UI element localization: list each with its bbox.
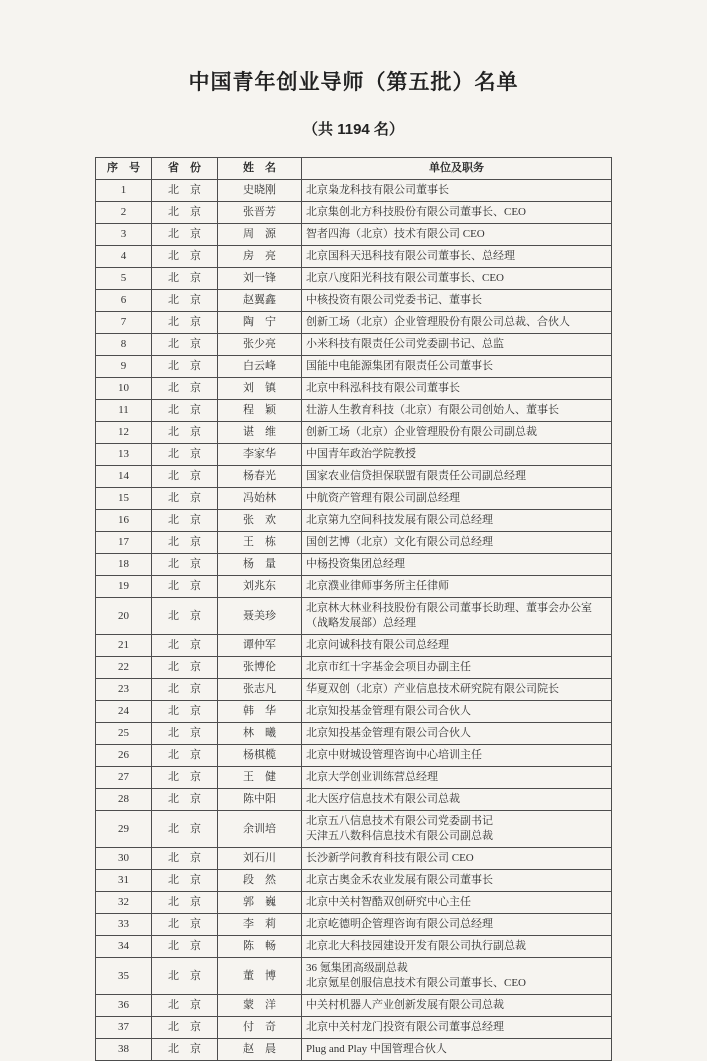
table-row	[96, 488, 612, 510]
org-position-cell	[302, 202, 612, 224]
org-position-cell	[302, 914, 612, 936]
mentor-roster-table	[95, 157, 612, 1061]
org-position-cell	[302, 1039, 612, 1061]
table-row	[96, 958, 612, 995]
name-cell: 刘石川	[218, 848, 302, 870]
table-row	[96, 246, 612, 268]
table-row	[96, 290, 612, 312]
org-position-cell	[302, 598, 612, 635]
province-cell: 北 京	[152, 811, 218, 848]
table-row	[96, 268, 612, 290]
province-cell: 北 京	[152, 576, 218, 598]
table-row	[96, 1017, 612, 1039]
name-cell: 刘 镇	[218, 378, 302, 400]
name-cell: 段 然	[218, 870, 302, 892]
org-position-line: 北京氪星创服信息技术有限公司董事长、CEO	[306, 977, 526, 989]
province-cell: 北 京	[152, 745, 218, 767]
org-position-line: 中关村机器人产业创新发展有限公司总裁	[306, 999, 504, 1011]
org-position-cell	[302, 334, 612, 356]
org-position-cell	[302, 554, 612, 576]
name-cell: 陈 畅	[218, 936, 302, 958]
row-number-cell: 18	[96, 554, 152, 576]
org-position-cell	[302, 224, 612, 246]
org-position-line: 北京知投基金管理有限公司合伙人	[306, 727, 471, 739]
name-cell: 郭 巍	[218, 892, 302, 914]
org-position-cell	[302, 892, 612, 914]
org-position-line: Plug and Play 中国管理合伙人	[306, 1043, 447, 1055]
table-row	[96, 679, 612, 701]
row-number-cell: 33	[96, 914, 152, 936]
org-position-line: 北京五八信息技术有限公司党委副书记	[306, 815, 493, 827]
name-cell: 谌 维	[218, 422, 302, 444]
name-cell: 张志凡	[218, 679, 302, 701]
name-cell: 李家华	[218, 444, 302, 466]
org-position-line: 北京问诚科技有限公司总经理	[306, 639, 449, 651]
table-row	[96, 701, 612, 723]
name-cell: 房 亮	[218, 246, 302, 268]
row-number-cell: 7	[96, 312, 152, 334]
row-number-cell: 30	[96, 848, 152, 870]
org-position-line: 中杨投资集团总经理	[306, 558, 405, 570]
name-cell: 韩 华	[218, 701, 302, 723]
table-header-row	[96, 158, 612, 180]
row-number-cell: 21	[96, 635, 152, 657]
name-cell: 刘一锋	[218, 268, 302, 290]
header-province: 省 份	[152, 158, 218, 180]
org-position-cell	[302, 936, 612, 958]
org-position-line: 北京北大科技园建设开发有限公司执行副总裁	[306, 940, 526, 952]
row-number-cell: 37	[96, 1017, 152, 1039]
province-cell: 北 京	[152, 936, 218, 958]
org-position-line: 36 氪集团高级副总裁	[306, 962, 408, 974]
org-position-cell	[302, 290, 612, 312]
org-position-line: 北京林大林业科技股份有限公司董事长助理、董事会办公室	[306, 602, 592, 614]
row-number-cell: 1	[96, 180, 152, 202]
table-row	[96, 995, 612, 1017]
org-position-cell	[302, 635, 612, 657]
name-cell: 杨春光	[218, 466, 302, 488]
name-cell: 赵翼鑫	[218, 290, 302, 312]
row-number-cell: 34	[96, 936, 152, 958]
table-row	[96, 180, 612, 202]
page-title: 中国青年创业导师（第五批）名单	[188, 71, 519, 94]
name-cell: 付 奇	[218, 1017, 302, 1039]
table-row	[96, 598, 612, 635]
org-position-line: 北京大学创业训练营总经理	[306, 771, 438, 783]
name-cell: 谭仲军	[218, 635, 302, 657]
org-position-line: 北大医疗信息技术有限公司总裁	[306, 793, 460, 805]
table-row	[96, 312, 612, 334]
table-row	[96, 378, 612, 400]
table-row	[96, 444, 612, 466]
name-cell: 张博伦	[218, 657, 302, 679]
row-number-cell: 24	[96, 701, 152, 723]
org-position-cell	[302, 958, 612, 995]
table-row	[96, 554, 612, 576]
row-number-cell: 14	[96, 466, 152, 488]
name-cell: 林 曦	[218, 723, 302, 745]
row-number-cell: 38	[96, 1039, 152, 1061]
province-cell: 北 京	[152, 246, 218, 268]
row-number-cell: 31	[96, 870, 152, 892]
province-cell: 北 京	[152, 488, 218, 510]
org-position-line: 北京中关村龙门投资有限公司董事总经理	[306, 1021, 504, 1033]
org-position-line: 北京知投基金管理有限公司合伙人	[306, 705, 471, 717]
name-cell: 杨 量	[218, 554, 302, 576]
row-number-cell: 3	[96, 224, 152, 246]
table-row	[96, 422, 612, 444]
org-position-line: 国家农业信贷担保联盟有限责任公司副总经理	[306, 470, 526, 482]
name-cell: 史晓刚	[218, 180, 302, 202]
province-cell: 北 京	[152, 422, 218, 444]
province-cell: 北 京	[152, 466, 218, 488]
province-cell: 北 京	[152, 444, 218, 466]
org-position-cell	[302, 422, 612, 444]
province-cell: 北 京	[152, 701, 218, 723]
name-cell: 李 莉	[218, 914, 302, 936]
table-row	[96, 914, 612, 936]
province-cell: 北 京	[152, 356, 218, 378]
org-position-cell	[302, 466, 612, 488]
header-name: 姓 名	[218, 158, 302, 180]
province-cell: 北 京	[152, 723, 218, 745]
row-number-cell: 28	[96, 789, 152, 811]
org-position-line: 中国青年政治学院教授	[306, 448, 416, 460]
org-position-line: 创新工场（北京）企业管理股份有限公司副总裁	[306, 426, 537, 438]
province-cell: 北 京	[152, 268, 218, 290]
org-position-line: 中航资产管理有限公司副总经理	[306, 492, 460, 504]
row-number-cell: 11	[96, 400, 152, 422]
name-cell: 白云峰	[218, 356, 302, 378]
org-position-line: （战略发展部）总经理	[306, 617, 416, 629]
org-position-line: 中核投资有限公司党委书记、董事长	[306, 294, 482, 306]
org-position-cell	[302, 378, 612, 400]
province-cell: 北 京	[152, 400, 218, 422]
org-position-cell	[302, 657, 612, 679]
province-cell: 北 京	[152, 180, 218, 202]
row-number-cell: 2	[96, 202, 152, 224]
table-row	[96, 202, 612, 224]
org-position-cell	[302, 268, 612, 290]
province-cell: 北 京	[152, 290, 218, 312]
table-row	[96, 811, 612, 848]
row-number-cell: 5	[96, 268, 152, 290]
org-position-line: 北京八度阳光科技有限公司董事长、CEO	[306, 272, 504, 284]
row-number-cell: 29	[96, 811, 152, 848]
table-row	[96, 936, 612, 958]
row-number-cell: 9	[96, 356, 152, 378]
row-number-cell: 25	[96, 723, 152, 745]
table-row	[96, 466, 612, 488]
org-position-line: 国能中电能源集团有限责任公司董事长	[306, 360, 493, 372]
org-position-line: 壮游人生教育科技（北京）有限公司创始人、董事长	[306, 404, 559, 416]
org-position-cell	[302, 180, 612, 202]
table-row	[96, 745, 612, 767]
name-cell: 聂美珍	[218, 598, 302, 635]
province-cell: 北 京	[152, 334, 218, 356]
org-position-cell	[302, 848, 612, 870]
row-number-cell: 10	[96, 378, 152, 400]
table-row	[96, 789, 612, 811]
table-row	[96, 870, 612, 892]
org-position-line: 北京国科天迅科技有限公司董事长、总经理	[306, 250, 515, 262]
org-position-cell	[302, 811, 612, 848]
province-cell: 北 京	[152, 378, 218, 400]
org-position-cell	[302, 789, 612, 811]
org-position-cell	[302, 1017, 612, 1039]
org-position-line: 北京中关村智酷双创研究中心主任	[306, 896, 471, 908]
org-position-cell	[302, 400, 612, 422]
table-row	[96, 510, 612, 532]
name-cell: 周 源	[218, 224, 302, 246]
row-number-cell: 32	[96, 892, 152, 914]
province-cell: 北 京	[152, 312, 218, 334]
name-cell: 张少亮	[218, 334, 302, 356]
table-row	[96, 1039, 612, 1061]
header-serial-number: 序 号	[96, 158, 152, 180]
org-position-line: 天津五八数科信息技术有限公司副总裁	[306, 830, 493, 842]
row-number-cell: 27	[96, 767, 152, 789]
org-position-line: 长沙新学问教育科技有限公司 CEO	[306, 852, 474, 864]
table-row	[96, 657, 612, 679]
org-position-cell	[302, 246, 612, 268]
name-cell: 赵 晨	[218, 1039, 302, 1061]
province-cell: 北 京	[152, 635, 218, 657]
row-number-cell: 4	[96, 246, 152, 268]
province-cell: 北 京	[152, 1039, 218, 1061]
row-number-cell: 15	[96, 488, 152, 510]
row-number-cell: 17	[96, 532, 152, 554]
province-cell: 北 京	[152, 870, 218, 892]
table-row	[96, 848, 612, 870]
org-position-line: 智者四海（北京）技术有限公司 CEO	[306, 228, 485, 240]
province-cell: 北 京	[152, 914, 218, 936]
name-cell: 陶 宁	[218, 312, 302, 334]
name-cell: 程 颖	[218, 400, 302, 422]
province-cell: 北 京	[152, 657, 218, 679]
row-number-cell: 8	[96, 334, 152, 356]
province-cell: 北 京	[152, 1017, 218, 1039]
org-position-cell	[302, 723, 612, 745]
org-position-line: 创新工场（北京）企业管理股份有限公司总裁、合伙人	[306, 316, 570, 328]
province-cell: 北 京	[152, 554, 218, 576]
org-position-cell	[302, 870, 612, 892]
row-number-cell: 19	[96, 576, 152, 598]
table-row	[96, 635, 612, 657]
page-subtitle: （共 1194 名）	[303, 121, 404, 138]
province-cell: 北 京	[152, 995, 218, 1017]
table-row	[96, 400, 612, 422]
org-position-cell	[302, 532, 612, 554]
row-number-cell: 35	[96, 958, 152, 995]
org-position-line: 北京第九空间科技发展有限公司总经理	[306, 514, 493, 526]
row-number-cell: 26	[96, 745, 152, 767]
province-cell: 北 京	[152, 892, 218, 914]
table-row	[96, 723, 612, 745]
row-number-cell: 23	[96, 679, 152, 701]
org-position-cell	[302, 510, 612, 532]
name-cell: 冯始林	[218, 488, 302, 510]
table-row	[96, 767, 612, 789]
name-cell: 余训培	[218, 811, 302, 848]
org-position-cell	[302, 488, 612, 510]
name-cell: 陈中阳	[218, 789, 302, 811]
org-position-cell	[302, 312, 612, 334]
province-cell: 北 京	[152, 789, 218, 811]
org-position-line: 华夏双创（北京）产业信息技术研究院有限公司院长	[306, 683, 559, 695]
province-cell: 北 京	[152, 679, 218, 701]
province-cell: 北 京	[152, 767, 218, 789]
province-cell: 北 京	[152, 202, 218, 224]
name-cell: 刘兆东	[218, 576, 302, 598]
name-cell: 董 博	[218, 958, 302, 995]
province-cell: 北 京	[152, 532, 218, 554]
row-number-cell: 20	[96, 598, 152, 635]
org-position-cell	[302, 995, 612, 1017]
org-position-line: 小米科技有限责任公司党委副书记、总监	[306, 338, 504, 350]
province-cell: 北 京	[152, 848, 218, 870]
table-row	[96, 532, 612, 554]
name-cell: 蒙 洋	[218, 995, 302, 1017]
province-cell: 北 京	[152, 598, 218, 635]
org-position-line: 北京集创北方科技股份有限公司董事长、CEO	[306, 206, 526, 218]
org-position-cell	[302, 701, 612, 723]
name-cell: 张 欢	[218, 510, 302, 532]
name-cell: 王 栋	[218, 532, 302, 554]
org-position-line: 北京枭龙科技有限公司董事长	[306, 184, 449, 196]
org-position-cell	[302, 767, 612, 789]
row-number-cell: 22	[96, 657, 152, 679]
row-number-cell: 16	[96, 510, 152, 532]
row-number-cell: 36	[96, 995, 152, 1017]
province-cell: 北 京	[152, 958, 218, 995]
org-position-cell	[302, 356, 612, 378]
name-cell: 张晋芳	[218, 202, 302, 224]
org-position-cell	[302, 679, 612, 701]
org-position-cell	[302, 745, 612, 767]
org-position-cell	[302, 576, 612, 598]
table-row	[96, 892, 612, 914]
table-row	[96, 356, 612, 378]
org-position-line: 北京濮业律师事务所主任律师	[306, 580, 449, 592]
org-position-line: 北京中财城设管理咨询中心培训主任	[306, 749, 482, 761]
row-number-cell: 6	[96, 290, 152, 312]
table-row	[96, 576, 612, 598]
header-organization-position: 单位及职务	[302, 158, 612, 180]
name-cell: 杨棋榄	[218, 745, 302, 767]
org-position-cell	[302, 444, 612, 466]
org-position-line: 国创艺博（北京）文化有限公司总经理	[306, 536, 493, 548]
table-row	[96, 224, 612, 246]
table-row	[96, 334, 612, 356]
name-cell: 王 健	[218, 767, 302, 789]
org-position-line: 北京中科泓科技有限公司董事长	[306, 382, 460, 394]
org-position-line: 北京市红十字基金会项目办副主任	[306, 661, 471, 673]
row-number-cell: 12	[96, 422, 152, 444]
org-position-line: 北京屹德明企管理咨询有限公司总经理	[306, 918, 493, 930]
row-number-cell: 13	[96, 444, 152, 466]
province-cell: 北 京	[152, 224, 218, 246]
org-position-line: 北京古奥金禾农业发展有限公司董事长	[306, 874, 493, 886]
province-cell: 北 京	[152, 510, 218, 532]
